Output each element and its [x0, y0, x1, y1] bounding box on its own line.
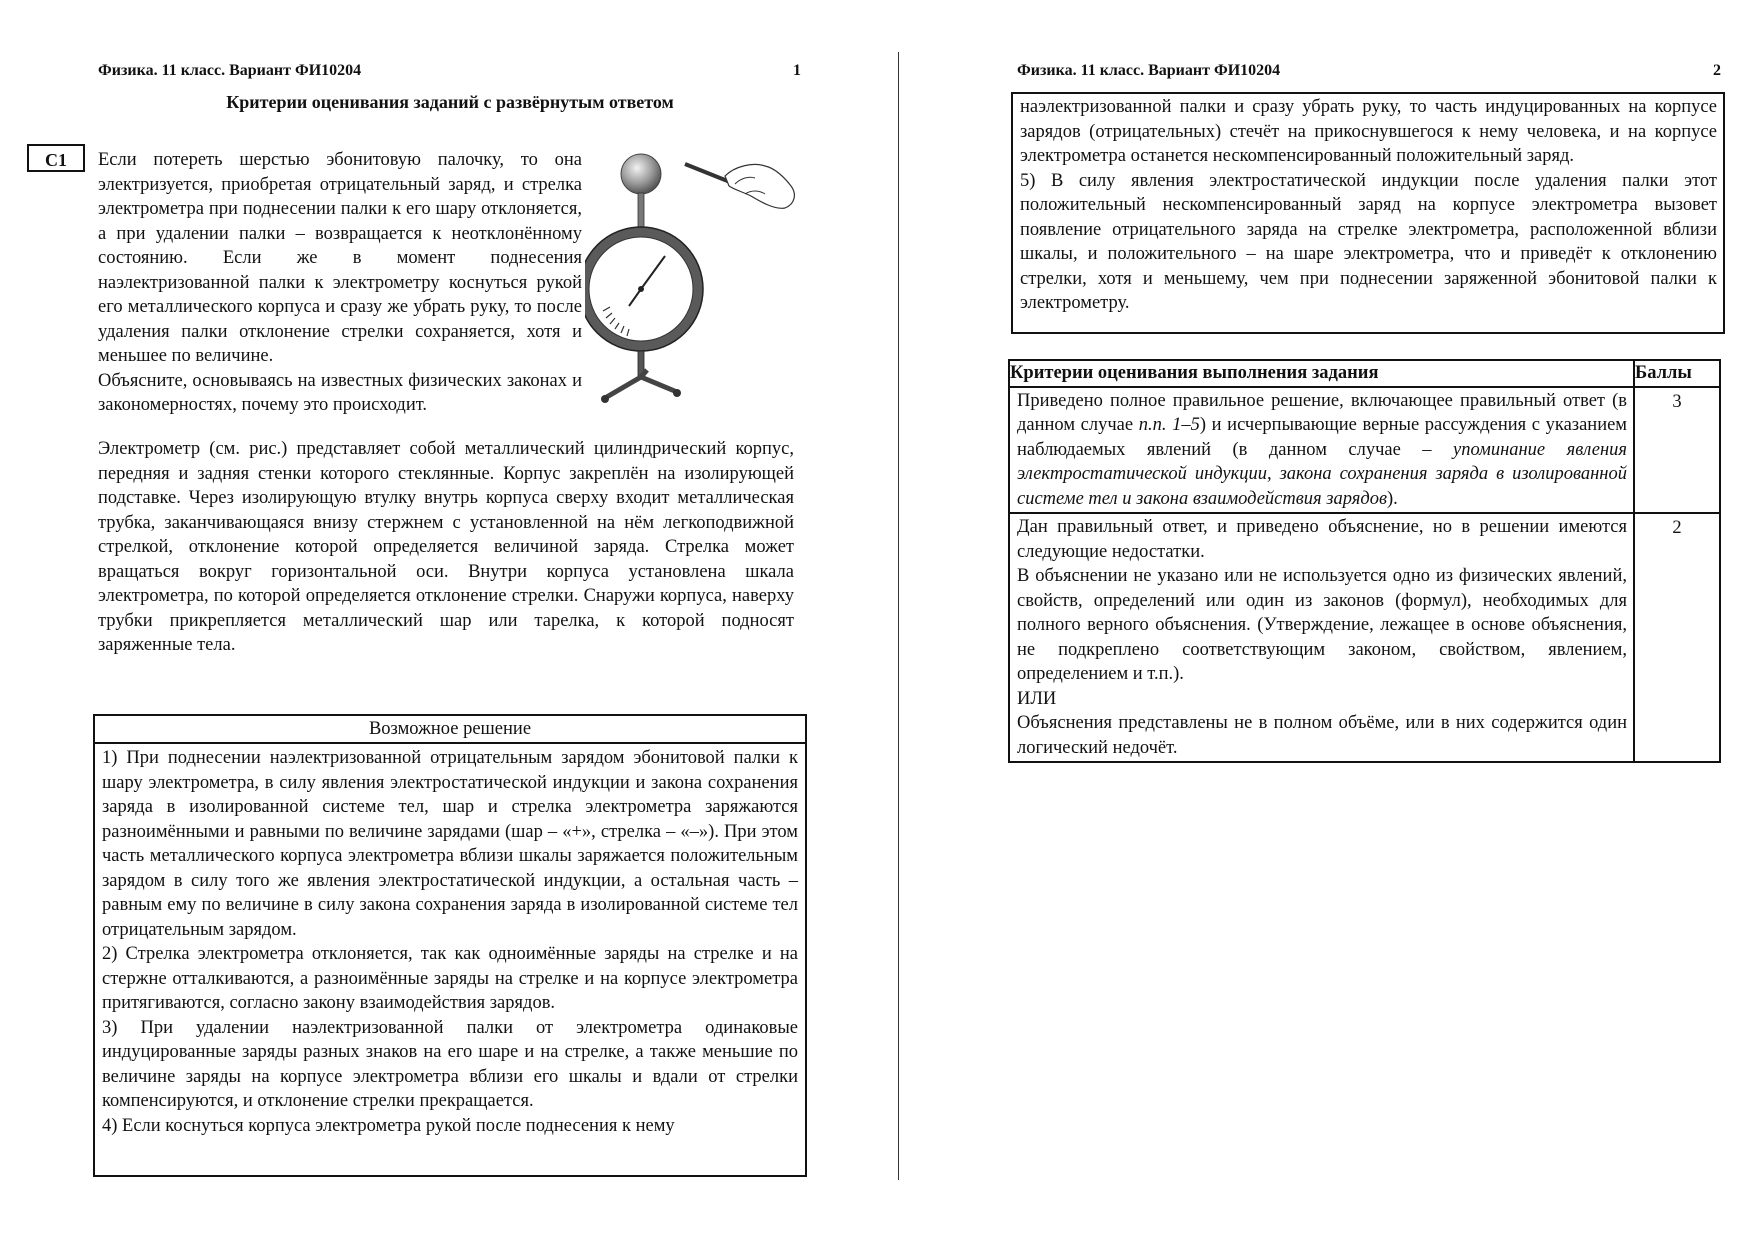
- criteria-text: [1009, 387, 1634, 514]
- solution-item: 5) В силу явления электростатической индукции после удаления палки этот положительный нескомпенсированный заряд на корпусе электрометра вызовет появление отрицательного заряда на стрелке электрометра, расположенной вблизи шкалы, и положительного – на шаре электрометра, что и приведёт к отклонению стрелки, хотя и меньшему, чем при поднесении заряженной эбонитовой палки к электрометру.: [1020, 170, 1717, 313]
- page-number: 2: [1713, 62, 1721, 79]
- criteria-line: Объяснения представлены не в полном объёме, или в них содержится один логический недочёт.: [1017, 713, 1627, 758]
- solution-item: 2) Стрелка электрометра отклоняется, так как одноимённые заряды на стрелке и на стержне отталкиваются, а разноимённые заряды на стрелке и на корпусе электрометра притягиваются, согласно закону взаимодействия зарядов.: [102, 944, 798, 1013]
- solution-item: 3) При удалении наэлектризованной палки от электрометра одинаковые индуцированные заряды разных знаков на его шаре и на стрелке, а также меньшие по величине заряды на корпусе электрометра вблизи его шкалы и вдали от стрелки компенсируются, и отклонение стрелки прекращается.: [102, 1017, 798, 1111]
- task-label: С1: [27, 144, 85, 172]
- task-statement: [98, 148, 582, 418]
- criteria-text-part: ) и исчерпывающие верные рассуждения с указанием наблюдаемых явлений (в данном случае –: [1017, 415, 1628, 460]
- electrometer-description: [98, 437, 794, 658]
- task-text: Если потереть шерстью эбонитовую палочку, то она электризуется, приобретая отрицательный заряд, и стрелка электрометра при поднесении палки к его шару отклоняется, а при удалении палки – возвращается к неотклонённому состоянию. Если же в момент поднесения наэлектризованной палки к электрометру коснуться рукой его металлического корпуса и сразу же убрать руку, то после удаления палки отклонение стрелки сохраняется, хотя и меньшее по величине.: [98, 150, 582, 366]
- criteria-column-header: Критерии оценивания выполнения задания: [1009, 360, 1634, 387]
- criteria-header-row: [1009, 360, 1720, 387]
- page-2: [880, 0, 1754, 1239]
- page-title: Критерии оценивания заданий с развёрнутым ответом: [226, 92, 674, 112]
- electrometer-ball: [621, 154, 661, 194]
- electrometer-body: [585, 227, 703, 351]
- criteria-text-part: ).: [1386, 488, 1398, 509]
- criteria-text-italic: п.п. 1–5: [1138, 415, 1200, 435]
- criteria-text-italic: упоминание явления электростатической индукции, закона сохранения заряда в изолированной системе тел и закона взаимодействия зарядов: [1017, 439, 1628, 509]
- page-number: 1: [793, 62, 801, 79]
- possible-solution-box: [93, 714, 807, 1177]
- criteria-row: [1009, 513, 1720, 762]
- solution-item: 1) При поднесении наэлектризованной отрицательным зарядом эбонитовой палки к шару электрометра, в силу явления электростатической индукции и закона сохранения заряда в изолированной системе тел, шар и стрелка электрометра заряжаются разноимёнными и равными по величине зарядами (шар – «+», стрелка – «–»). При этом часть металлического корпуса электрометра вблизи шкалы заряжается положительным зарядом в силу того же явления электростатической индукции, а остальная часть – равным ему по величине в силу закона сохранения заряда в изолированной системе тел отрицательным зарядом.: [102, 748, 798, 940]
- criteria-points: 3: [1634, 387, 1720, 514]
- description-text: Электрометр (см. рис.) представляет собой металлический цилиндрический корпус, передняя и задняя стенки которого стеклянные. Корпус закреплён на изолирующей подставке. Через изолирующую втулку внутрь корпуса сверху входит металлическая трубка, заканчивающаяся внизу стержнем с установленной на нём легкоподвижной стрелкой, отклонение которой определяется величиной заряда. Стрелка может вращаться вокруг горизонтальной оси. Внутри корпуса установлена шкала электрометра, по которой определяется отклонение стрелки. Снаружи корпуса, наверху трубки прикрепляется металлический шар или тарелка, к которой подносят заряженные тела.: [98, 439, 794, 655]
- page-header: Физика. 11 класс. Вариант ФИ10204: [98, 62, 362, 79]
- criteria-row: [1009, 387, 1720, 514]
- solution-continuation-box: [1011, 92, 1725, 334]
- solution-item: 4) Если коснуться корпуса электрометра рукой после поднесения к нему: [102, 1115, 675, 1136]
- points-column-header: Баллы: [1634, 360, 1720, 387]
- electrometer-rod: [638, 193, 644, 231]
- criteria-table: [1008, 359, 1721, 763]
- task-question: Объясните, основываясь на известных физических законах и закономерностях, почему это происходит.: [98, 370, 582, 415]
- criteria-text: [1009, 513, 1634, 762]
- criteria-text-part: Приведено полное правильное решение, включающее правильный ответ (в данном случае: [1017, 390, 1627, 435]
- solution-heading: Возможное решение: [95, 716, 805, 744]
- criteria-line: Дан правильный ответ, и приведено объяснение, но в решении имеются следующие недостатки.: [1017, 517, 1627, 562]
- criteria-or: ИЛИ: [1017, 688, 1057, 709]
- electrometer-stand: [601, 351, 681, 403]
- electrometer-figure: [585, 148, 807, 410]
- ebonite-stick-with-hand: [685, 164, 794, 208]
- solution-body: [95, 744, 805, 1138]
- page-header: Физика. 11 класс. Вариант ФИ10204: [1017, 62, 1281, 79]
- solution-item: наэлектризованной палки и сразу убрать руку, то часть индуцированных на корпусе зарядов (отрицательных) стечёт на прикоснувшегося к нему человека, и на корпусе электрометра останется нескомпенсированный положительный заряд.: [1020, 97, 1717, 166]
- criteria-points: 2: [1634, 513, 1720, 762]
- criteria-line: В объяснении не указано или не используется одно из физических явлений, свойств, определений или один из законов (формул), необходимых для полного верного объяснения. (Утверждение, лежащее в основе объяснения, не подкреплено соответствующим законом, свойством, явлением, определением и т.п.).: [1017, 566, 1627, 684]
